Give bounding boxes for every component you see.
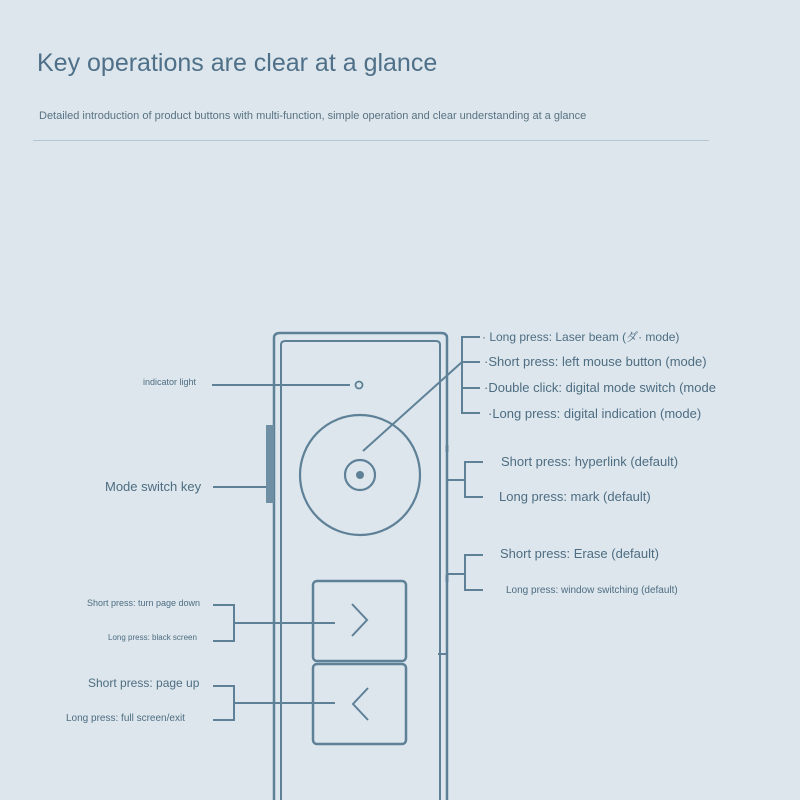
laser-bracket: [462, 337, 480, 413]
remote-inner-body: [281, 341, 440, 800]
laser-digital-indication-label: ·Long press: digital indication (mode): [488, 406, 702, 421]
page-subtitle: Detailed introduction of product buttons with multi-function, simple operation and clear understanding at a glance: [39, 110, 587, 122]
mode-switch-key-label: Mode switch key: [105, 479, 202, 494]
hyperlink-short-press-label: Short press: hyperlink (default): [501, 454, 679, 469]
mode-switch-key: [266, 425, 274, 503]
laser-double-click-label: ·Double click: digital mode switch (mode: [484, 380, 716, 395]
remote-outer-body: [274, 333, 447, 800]
page-down-long-press-label: Long press: black screen: [108, 633, 197, 642]
laser-long-press-label: · Long press: Laser beam (ダ· mode): [482, 330, 680, 344]
indicator-light-label: indicator light: [143, 377, 197, 387]
page-title: Key operations are clear at a glance: [37, 49, 438, 77]
chevron-right-icon: [352, 604, 367, 636]
window-switch-long-press-label: Long press: window switching (default): [506, 585, 678, 596]
page-down-short-press-label: Short press: turn page down: [87, 598, 201, 608]
chevron-left-icon: [353, 688, 368, 720]
page-down-button: [313, 581, 406, 661]
page-up-short-press-label: Short press: page up: [88, 676, 200, 690]
laser-short-press-label: ·Short press: left mouse button (mode): [484, 354, 707, 369]
full-screen-long-press-label: Long press: full screen/exit: [66, 713, 185, 724]
side-key-2-bracket: [448, 555, 483, 590]
mark-long-press-label: Long press: mark (default): [499, 489, 651, 504]
erase-short-press-label: Short press: Erase (default): [500, 546, 659, 561]
side-key-1-bracket: [448, 462, 483, 497]
indicator-light: [356, 382, 363, 389]
laser-button-dot: [356, 471, 364, 479]
